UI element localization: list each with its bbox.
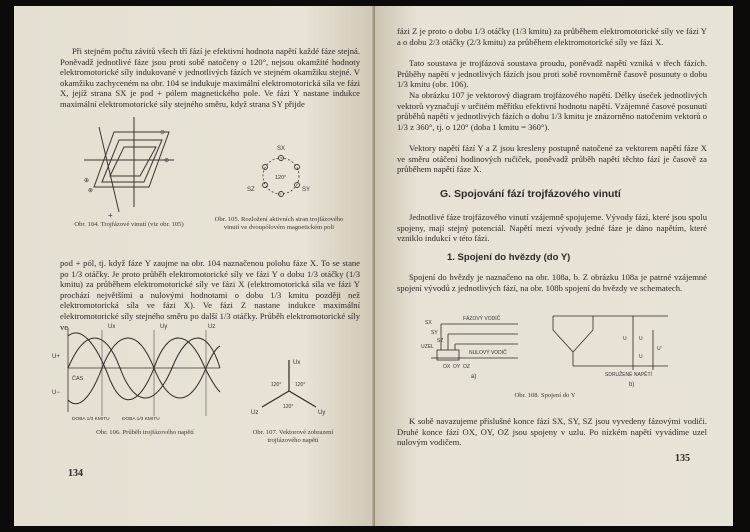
fig105-sx: SX xyxy=(277,146,286,152)
figure-104 xyxy=(74,112,189,222)
svg-text:⊕: ⊕ xyxy=(84,178,90,184)
fig108-u1: U xyxy=(623,336,627,342)
figure-108b xyxy=(543,310,678,388)
right-para-4 xyxy=(397,143,707,175)
fig108-sy: SY xyxy=(431,330,438,336)
left-para-2-text: pod + pól, tj. když fáze Y zaujme na obr. 104 naznačenou polohu fáze X. To se stane po 1/3 otáčky. Je proto průběh elektromotorické síly ve fázi Y o dobu 1/3 otáčky (1/3 kmitu) za průběhem elektromotorické síly ve fázi X (elektromotorická síla ve fázi Y prochází největšími a nulovými hodnotami o dobu 1/3 kmitu později než elektromotorická síla ve fázi X). Ve fázi Z nastane indukce maximální elektromotorické síly stejného směru po další 1/3 otáčky. Průběh elektromotorické síly ve xyxy=(60,258,360,332)
fig108-ox: OX xyxy=(443,364,451,370)
figure-107 xyxy=(249,356,339,426)
right-para-1-text: fázi Z je proto o dobu 1/3 otáčky (1/3 kmitu) za průběhem elektromotorické síly ve fázi Y a o dobu 2/3 otáčky (2/3 kmitu) za průběhem elektromotorické síly ve fázi X. xyxy=(397,26,707,47)
fig106-uminus: U− xyxy=(52,390,60,396)
fig106-doba2: DOBA 1/3 KMITU xyxy=(122,417,160,422)
svg-text:⊗: ⊗ xyxy=(88,188,94,194)
left-para-1-text: Při stejném počtu závitů všech tří fází je efektivní hodnota napětí každé fáze stejná. Poněvadž jednotlivé fáze jsou proti sobě natočeny o 120°, nejsou okamžité hodnoty elektromotorické síly indukované v jednotlivých fázích ve stejném okamžiku stejné. V okamžiku zachyceném na obr. 104 se indukuje maximální elektromotorická síla ve fázi X, jejíž strana SX je pod + pólem magnetického pole. Ve fázi Y nastane indukce maximální elektromotorické síly stejného směru, když strana SY přijde xyxy=(60,46,360,109)
section-heading: G. Spojování fází trojfázového vinutí xyxy=(440,188,621,200)
fig108-sx: SX xyxy=(425,320,432,326)
figure-104-caption xyxy=(74,221,184,229)
fig108-nulovy: NULOVÝ VODIČ xyxy=(469,350,507,356)
figure-106-caption-text: Obr. 106. Průběh trojfázového napětí xyxy=(96,429,194,436)
figure-105 xyxy=(239,141,329,216)
right-para-3-text: Na obrázku 107 je vektorový diagram trojfázového napětí. Délky úseček jednotlivých vektorů vyznačují v určitém měřítku efektivní hodnotu napětí. Vzájemné časové posunutí průběhů napětí v jednotlivých fázích o dobu 1/3 kmitu je znázorněno natočením vektorů o 1/3 z 360°, tj. o 120° (doba 1 kmitu = 360°). xyxy=(397,90,708,132)
fig108-oz: OZ xyxy=(463,364,470,370)
fig108-uzel: UZEL xyxy=(421,344,434,350)
right-para-6-text: Spojení do hvězdy je naznačeno na obr. 108a, b. Z obrázku 108a je patrné vzájemné spojení vývodů z jednotlivých fází, na obr. 108b spojení do hvězdy ve schematech. xyxy=(397,272,707,293)
fig108-sz: SZ xyxy=(437,338,444,344)
right-para-6 xyxy=(397,272,707,293)
right-para-5 xyxy=(397,212,707,244)
figure-105-caption-text: Obr. 105. Rozložení aktivních stran trojfázového vinutí ve dvoupólovém magnetickém poli xyxy=(214,216,344,231)
figure-106 xyxy=(52,320,230,424)
fig107-uy: Uy xyxy=(318,410,326,416)
figure-108-caption xyxy=(485,392,605,400)
subsection-heading: 1. Spojení do hvězdy (do Y) xyxy=(447,252,571,263)
figure-104-caption-text: Obr. 104. Trojfázové vinutí (viz obr. 105) xyxy=(74,221,184,228)
page-number-left: 134 xyxy=(68,468,83,479)
figure-105-caption xyxy=(214,216,344,232)
fig106-uplus: U+ xyxy=(52,354,60,360)
svg-text:+: + xyxy=(108,211,113,220)
right-para-1 xyxy=(397,26,707,47)
fig108-oy: OY xyxy=(453,364,461,370)
fig106-ux: Ux xyxy=(108,324,116,330)
right-para-4-text: Vektory napětí fází Y a Z jsou kresleny postupně natočené za vektorem napětí fáze X ve směru otáčení hodinových ručiček, poněvadž průběh napětí těchto fází je časově za průběhem napětí fáze X. xyxy=(397,143,707,175)
fig108-sdruzene: SDRUŽENÉ NAPĚTÍ xyxy=(605,372,652,378)
right-para-7 xyxy=(397,416,707,448)
fig107-a2: 120° xyxy=(271,382,282,388)
fig107-uz: Uz xyxy=(251,410,259,416)
fig106-uz: Uz xyxy=(208,324,216,330)
fig105-angle: 120° xyxy=(275,175,287,181)
right-para-2-text: Tato soustava je trojfázová soustava proudu, poněvadž napětí vzniká v třech fázích. Průběhy napětí v jednotlivých fázích jsou proti sobě rovnoměrně časově posunuty o dobu 1/3 kmitu (obr. 106). xyxy=(397,58,707,90)
figure-108-caption-text: Obr. 108. Spojení do Y xyxy=(514,392,576,399)
svg-text:⊕: ⊕ xyxy=(164,158,170,164)
figure-108a xyxy=(423,310,533,380)
fig108-u4: U' xyxy=(657,346,662,352)
figure-107-caption-text: Obr. 107. Vektorové zobrazení trojfázového napětí xyxy=(252,429,334,444)
fig108-u2: U xyxy=(639,336,643,342)
fig108-b: b) xyxy=(629,382,635,388)
right-para-2 xyxy=(397,58,707,90)
right-para-3 xyxy=(397,90,707,132)
fig105-sy: SY xyxy=(302,187,311,193)
page-number-right: 135 xyxy=(675,453,690,464)
fig108-u3: U xyxy=(639,354,643,360)
left-para-1 xyxy=(60,46,360,111)
right-para-7-text: K sobě navazujeme příslušné konce fází SX, SY, SZ jsou vyvedeny fázovými vodiči. Druhé konce fází OX, OY, OZ jsou spojeny v uzlu. Po nízkém napětí vyvádíme uzel nulovým vodičem. xyxy=(397,416,707,448)
fig108-fazovy: FÁZOVÝ VODIČ xyxy=(463,316,501,322)
figure-106-caption xyxy=(70,429,220,437)
fig105-sz: SZ xyxy=(247,187,255,193)
figure-107-caption xyxy=(238,429,348,445)
fig106-uy: Uy xyxy=(160,324,168,330)
fig106-doba1: DOBA 1/3 KMITU xyxy=(72,417,110,422)
right-page xyxy=(375,6,733,526)
svg-text:⊙: ⊙ xyxy=(160,130,166,136)
fig107-ux: Ux xyxy=(293,360,301,366)
fig107-a1: 120° xyxy=(295,382,306,388)
right-para-5-text: Jednotlivé fáze trojfázového vinutí vzájemně spojujeme. Vývody fází, které jsou spolu spojeny, mají stejný potenciál. Napětí mezi vývody jedné fáze je dáno napětím, které vzniklo indukcí v této fázi. xyxy=(397,212,707,244)
fig106-cas: ČAS xyxy=(72,376,84,382)
fig108-a: a) xyxy=(471,374,477,380)
fig107-a3: 120° xyxy=(283,404,294,410)
left-page xyxy=(14,6,375,526)
